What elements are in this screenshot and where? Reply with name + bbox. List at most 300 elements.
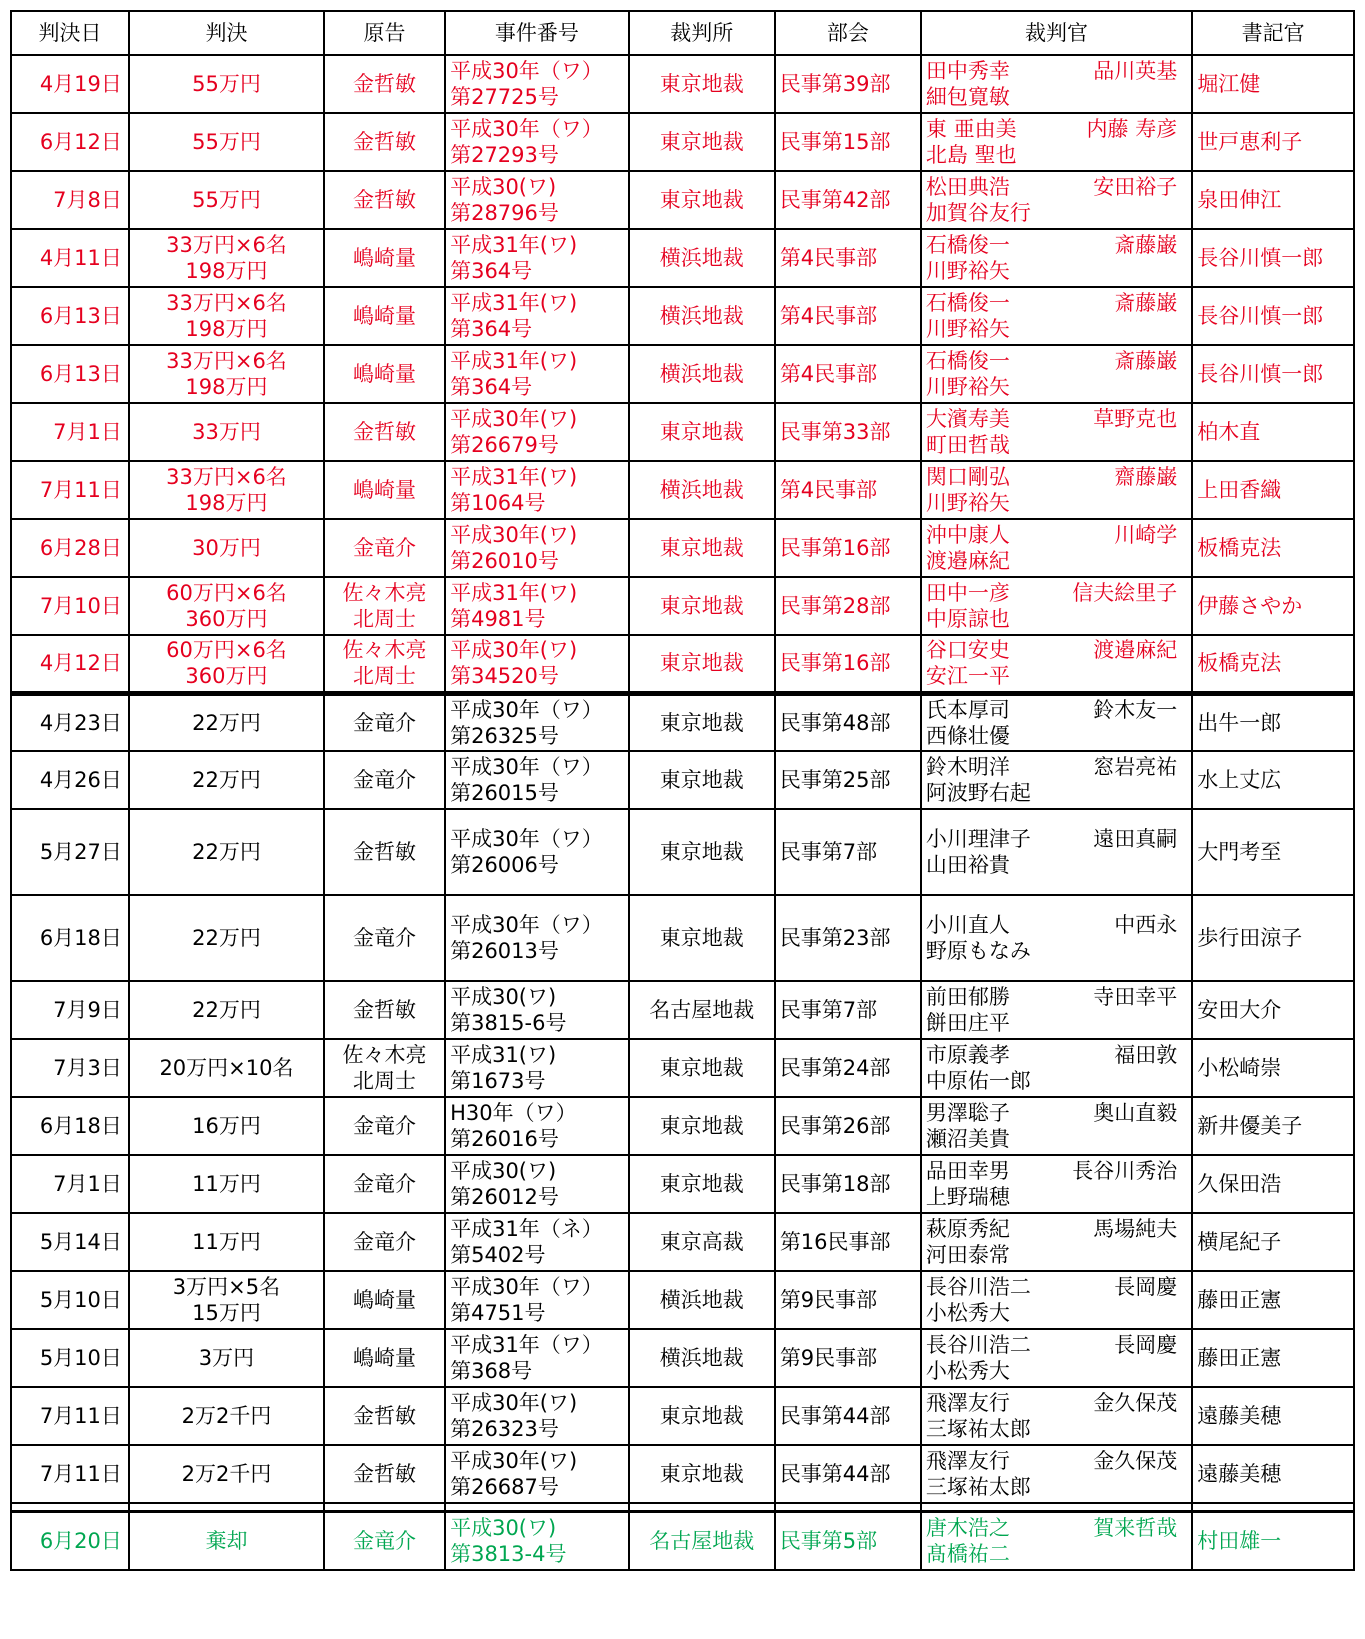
- clerk-cell: 世戸恵利子: [1192, 113, 1354, 171]
- division-cell: 第4民事部: [775, 287, 921, 345]
- case-number-cell: [445, 1271, 629, 1329]
- judges-cell: [921, 1512, 1192, 1570]
- clerk-cell: 遠藤美穂: [1192, 1387, 1354, 1445]
- judge-name: 賀来哲哉: [1093, 1515, 1178, 1540]
- verdict-line: 198万円: [185, 491, 268, 515]
- judge-name: 田中秀幸: [925, 59, 1010, 83]
- plaintiff-line: 金哲敏: [353, 1462, 417, 1486]
- plaintiff-cell: [324, 345, 445, 403]
- judges-top-line: [926, 464, 1187, 490]
- clerk-cell: 出牛一郎: [1192, 693, 1354, 751]
- clerk-cell: 藤田正憲: [1192, 1329, 1354, 1387]
- court-cell: 東京地裁: [629, 113, 775, 171]
- verdict-cell: [129, 1039, 324, 1097]
- verdict-cell: [129, 461, 324, 519]
- case-number-line: 平成30年（ワ）: [450, 697, 603, 722]
- header-verdict: 判決: [129, 11, 324, 55]
- division-cell: 民事第48部: [775, 693, 921, 751]
- verdict-line: 棄却: [205, 1528, 248, 1553]
- verdict-line: 55万円: [192, 130, 261, 154]
- verdict-line: 11万円: [192, 1230, 261, 1254]
- verdict-line: 22万円: [192, 926, 261, 950]
- court-cell: 東京地裁: [629, 171, 775, 229]
- table-row: [11, 1271, 1354, 1329]
- judges-top-line: [926, 1042, 1187, 1068]
- case-number-cell: [445, 55, 629, 113]
- judge-name: 三塚祐太郎: [925, 1417, 1031, 1441]
- judges-cell: [921, 1271, 1192, 1329]
- plaintiff-cell: [324, 1155, 445, 1213]
- judge-name: 田中一彦: [925, 581, 1010, 605]
- division-cell: 第9民事部: [775, 1329, 921, 1387]
- judge-name: 川野裕矢: [925, 259, 1010, 283]
- table-row: [11, 171, 1354, 229]
- case-number-line: 第26325号: [450, 723, 559, 748]
- judge-name: 小川直人: [925, 913, 1010, 937]
- judge-name: 上野瑞穂: [925, 1185, 1010, 1209]
- verdict-line: 22万円: [192, 710, 261, 735]
- table-row: [11, 1155, 1354, 1213]
- case-number-cell: [445, 1387, 629, 1445]
- date-cell: 7月1日: [11, 1155, 129, 1213]
- verdict-line: 33万円×6名: [166, 465, 287, 489]
- judges-top-line: [926, 406, 1187, 432]
- judge-name: 信夫絵里子: [1072, 581, 1178, 605]
- clerk-cell: 上田香織: [1192, 461, 1354, 519]
- judge-name: 野原もなみ: [925, 939, 1031, 963]
- judges-cell: [921, 895, 1192, 981]
- case-number-line: 第26323号: [450, 1417, 559, 1441]
- division-cell: 第4民事部: [775, 229, 921, 287]
- plaintiff-line: 金竜介: [353, 1114, 417, 1138]
- division-cell: 民事第44部: [775, 1387, 921, 1445]
- plaintiff-line: 北周士: [353, 664, 417, 689]
- header-clerk: 書記官: [1192, 11, 1354, 55]
- case-number-cell: [445, 1039, 629, 1097]
- plaintiff-cell: [324, 287, 445, 345]
- division-cell: 民事第15部: [775, 113, 921, 171]
- date-cell: 7月1日: [11, 403, 129, 461]
- case-number-line: 第26013号: [450, 939, 559, 963]
- plaintiff-line: 嶋崎量: [353, 246, 417, 270]
- clerk-cell: 板橋克法: [1192, 519, 1354, 577]
- table-row: [11, 287, 1354, 345]
- judge-name: 安田裕子: [1093, 175, 1178, 199]
- judge-name: 鈴木明洋: [925, 755, 1010, 779]
- case-number-line: 第4751号: [450, 1301, 546, 1325]
- court-cell: 名古屋地裁: [629, 981, 775, 1039]
- judges-cell: [921, 1213, 1192, 1271]
- plaintiff-line: 北周士: [353, 1069, 417, 1093]
- verdict-cell: [129, 55, 324, 113]
- division-cell: 民事第16部: [775, 519, 921, 577]
- table-row: [11, 55, 1354, 113]
- case-number-line: 平成30年（ワ）: [450, 117, 603, 141]
- date-cell: 4月26日: [11, 751, 129, 809]
- plaintiff-line: 金哲敏: [353, 420, 417, 444]
- table-row: [11, 693, 1354, 751]
- court-cell: 東京地裁: [629, 1445, 775, 1503]
- court-cell: 横浜地裁: [629, 287, 775, 345]
- judges-top-line: [926, 826, 1187, 852]
- judge-name: 西條壮優: [925, 723, 1010, 748]
- date-cell: 6月18日: [11, 1097, 129, 1155]
- date-cell: 6月13日: [11, 287, 129, 345]
- header-row: [11, 11, 1354, 55]
- judge-name: 阿波野右起: [925, 781, 1031, 805]
- plaintiff-line: 金竜介: [353, 536, 417, 560]
- plaintiff-line: 金竜介: [353, 926, 417, 950]
- plaintiff-line: 金哲敏: [353, 188, 417, 212]
- date-cell: 4月23日: [11, 693, 129, 751]
- judges-cell: [921, 1097, 1192, 1155]
- date-cell: 7月11日: [11, 1445, 129, 1503]
- judge-name: 鈴木友一: [1093, 697, 1178, 722]
- header-judges: 裁判官: [921, 11, 1192, 55]
- judge-name: 市原義孝: [925, 1043, 1010, 1067]
- verdict-cell: [129, 1155, 324, 1213]
- judgment-table: [10, 10, 1355, 1571]
- case-number-line: 第26679号: [450, 433, 559, 457]
- judge-name: 萩原秀紀: [925, 1217, 1010, 1241]
- verdict-cell: [129, 403, 324, 461]
- verdict-line: 2万2千円: [181, 1404, 272, 1428]
- case-number-cell: [445, 171, 629, 229]
- clerk-cell: 藤田正憲: [1192, 1271, 1354, 1329]
- judges-top-line: [926, 232, 1187, 258]
- case-number-line: 平成30(ワ): [450, 1515, 557, 1540]
- clerk-cell: 小松崎崇: [1192, 1039, 1354, 1097]
- judges-cell: [921, 1445, 1192, 1503]
- verdict-cell: [129, 519, 324, 577]
- clerk-cell: 板橋克法: [1192, 635, 1354, 693]
- verdict-cell: [129, 1329, 324, 1387]
- verdict-line: 60万円×6名: [166, 581, 287, 605]
- spacer-cell: [129, 1503, 324, 1512]
- judge-name: 北島 聖也: [925, 143, 1017, 167]
- case-number-line: 平成30年(ワ): [450, 407, 578, 431]
- date-cell: 7月3日: [11, 1039, 129, 1097]
- verdict-cell: [129, 1387, 324, 1445]
- verdict-line: 55万円: [192, 72, 261, 96]
- date-cell: 5月27日: [11, 809, 129, 895]
- verdict-line: 3万円×5名: [172, 1275, 281, 1299]
- case-number-line: 第364号: [450, 375, 533, 399]
- judge-name: 沖中康人: [925, 523, 1010, 547]
- table-row: [11, 345, 1354, 403]
- date-cell: 5月10日: [11, 1271, 129, 1329]
- spacer-cell: [11, 1503, 129, 1512]
- clerk-cell: 遠藤美穂: [1192, 1445, 1354, 1503]
- division-cell: 民事第26部: [775, 1097, 921, 1155]
- judge-name: 小松秀大: [925, 1301, 1010, 1325]
- judge-name: 加賀谷友行: [925, 201, 1031, 225]
- court-cell: 名古屋地裁: [629, 1512, 775, 1570]
- verdict-cell: [129, 635, 324, 693]
- verdict-line: 33万円: [192, 420, 261, 444]
- verdict-cell: [129, 345, 324, 403]
- judge-name: 唐木浩之: [925, 1515, 1010, 1540]
- case-number-line: 第26015号: [450, 781, 559, 805]
- case-number-line: 平成31年（ワ）: [450, 1333, 603, 1357]
- case-number-cell: [445, 403, 629, 461]
- plaintiff-line: 北周士: [353, 607, 417, 631]
- clerk-cell: 泉田伸江: [1192, 171, 1354, 229]
- plaintiff-cell: [324, 693, 445, 751]
- case-number-cell: [445, 345, 629, 403]
- verdict-line: 360万円: [185, 607, 268, 631]
- judges-top-line: [926, 1158, 1187, 1184]
- case-number-cell: [445, 577, 629, 635]
- clerk-cell: 伊藤さやか: [1192, 577, 1354, 635]
- judges-cell: [921, 403, 1192, 461]
- spacer-cell: [921, 1503, 1192, 1512]
- judges-top-line: [926, 116, 1187, 142]
- case-number-cell: [445, 229, 629, 287]
- clerk-cell: 安田大介: [1192, 981, 1354, 1039]
- verdict-line: 15万円: [192, 1301, 261, 1325]
- clerk-cell: 堀江健: [1192, 55, 1354, 113]
- table-row: [11, 981, 1354, 1039]
- verdict-cell: [129, 287, 324, 345]
- judges-top-line: [926, 1216, 1187, 1242]
- judge-name: 男澤聡子: [925, 1101, 1010, 1125]
- verdict-cell: [129, 1097, 324, 1155]
- judges-cell: [921, 461, 1192, 519]
- date-cell: 6月12日: [11, 113, 129, 171]
- case-number-line: 平成31(ワ): [450, 1043, 557, 1067]
- case-number-line: 第26016号: [450, 1127, 559, 1151]
- table-row: [11, 403, 1354, 461]
- case-number-cell: [445, 1097, 629, 1155]
- header-court: 裁判所: [629, 11, 775, 55]
- judges-top-line: [926, 58, 1187, 84]
- case-number-line: 平成30年（ワ）: [450, 913, 603, 937]
- court-cell: 東京高裁: [629, 1213, 775, 1271]
- clerk-cell: 横尾紀子: [1192, 1213, 1354, 1271]
- judge-name: 中原佑一郎: [925, 1069, 1031, 1093]
- division-cell: 民事第16部: [775, 635, 921, 693]
- judge-name: 品田幸男: [925, 1159, 1010, 1183]
- table-row: [11, 809, 1354, 895]
- judge-name: 長岡慶: [1114, 1333, 1178, 1357]
- case-number-cell: [445, 461, 629, 519]
- judge-name: 齋藤巌: [1114, 465, 1178, 489]
- date-cell: 7月10日: [11, 577, 129, 635]
- case-number-cell: [445, 809, 629, 895]
- judge-name: 中原諒也: [925, 607, 1010, 631]
- table-row: [11, 1097, 1354, 1155]
- judge-name: 町田哲哉: [925, 433, 1010, 457]
- case-number-line: 第27293号: [450, 143, 559, 167]
- judges-top-line: [926, 522, 1187, 548]
- case-number-cell: [445, 1155, 629, 1213]
- judges-cell: [921, 1039, 1192, 1097]
- judges-cell: [921, 635, 1192, 693]
- plaintiff-cell: [324, 981, 445, 1039]
- plaintiff-line: 嶋崎量: [353, 304, 417, 328]
- verdict-line: 60万円×6名: [166, 638, 287, 663]
- case-number-line: H30年（ワ）: [450, 1101, 577, 1125]
- plaintiff-line: 金哲敏: [353, 130, 417, 154]
- judge-name: 内藤 寿彦: [1086, 117, 1178, 141]
- division-cell: 第4民事部: [775, 345, 921, 403]
- case-number-line: 平成31年(ワ): [450, 349, 578, 373]
- header-plaintiff: 原告: [324, 11, 445, 55]
- judge-name: 氏本厚司: [925, 697, 1010, 722]
- court-cell: 横浜地裁: [629, 461, 775, 519]
- judges-cell: [921, 55, 1192, 113]
- spacer-cell: [629, 1503, 775, 1512]
- verdict-line: 33万円×6名: [166, 349, 287, 373]
- case-number-line: 第34520号: [450, 664, 559, 689]
- judge-name: 福田敦: [1114, 1043, 1178, 1067]
- table-row: [11, 577, 1354, 635]
- plaintiff-cell: [324, 171, 445, 229]
- division-cell: 民事第33部: [775, 403, 921, 461]
- judges-cell: [921, 287, 1192, 345]
- case-number-line: 平成31年(ワ): [450, 465, 578, 489]
- court-cell: 横浜地裁: [629, 1329, 775, 1387]
- division-cell: 民事第28部: [775, 577, 921, 635]
- header-division: 部会: [775, 11, 921, 55]
- judge-name: 小川理津子: [925, 827, 1031, 851]
- judge-name: 関口剛弘: [925, 465, 1010, 489]
- case-number-line: 第1064号: [450, 491, 546, 515]
- table-row: [11, 519, 1354, 577]
- plaintiff-line: 金竜介: [353, 1528, 417, 1553]
- judges-cell: [921, 981, 1192, 1039]
- judges-top-line: [926, 912, 1187, 938]
- case-number-cell: [445, 1213, 629, 1271]
- judge-name: 品川英基: [1093, 59, 1178, 83]
- judges-cell: [921, 577, 1192, 635]
- date-cell: 6月20日: [11, 1512, 129, 1570]
- case-number-line: 第26687号: [450, 1475, 559, 1499]
- court-cell: 東京地裁: [629, 1039, 775, 1097]
- verdict-line: 55万円: [192, 188, 261, 212]
- case-number-line: 平成30年(ワ): [450, 1391, 578, 1415]
- case-number-line: 平成30(ワ): [450, 1159, 557, 1183]
- judge-name: 飛澤友行: [925, 1449, 1010, 1473]
- table-row: [11, 751, 1354, 809]
- judges-top-line: [926, 1515, 1187, 1541]
- judges-top-line: [926, 1332, 1187, 1358]
- verdict-line: 11万円: [192, 1172, 261, 1196]
- plaintiff-line: 佐々木亮: [342, 638, 427, 663]
- clerk-cell: 長谷川慎一郎: [1192, 287, 1354, 345]
- judges-cell: [921, 171, 1192, 229]
- judge-name: 松田典浩: [925, 175, 1010, 199]
- judge-name: 斎藤巌: [1114, 233, 1178, 257]
- case-number-line: 平成31年(ワ): [450, 233, 578, 257]
- judge-name: 石橋俊一: [925, 233, 1010, 257]
- judge-name: 東 亜由美: [925, 117, 1017, 141]
- date-cell: 4月19日: [11, 55, 129, 113]
- verdict-cell: [129, 981, 324, 1039]
- division-cell: 民事第25部: [775, 751, 921, 809]
- case-number-cell: [445, 1445, 629, 1503]
- division-cell: 民事第7部: [775, 809, 921, 895]
- judge-name: 金久保茂: [1093, 1449, 1178, 1473]
- table-body: [11, 55, 1354, 1570]
- verdict-line: 2万2千円: [181, 1462, 272, 1486]
- court-cell: 横浜地裁: [629, 1271, 775, 1329]
- plaintiff-cell: [324, 577, 445, 635]
- table-row: [11, 1445, 1354, 1503]
- case-number-line: 平成30年（ワ）: [450, 827, 603, 851]
- table-row: [11, 895, 1354, 981]
- plaintiff-cell: [324, 809, 445, 895]
- clerk-cell: 柏木直: [1192, 403, 1354, 461]
- date-cell: 5月10日: [11, 1329, 129, 1387]
- case-number-cell: [445, 981, 629, 1039]
- plaintiff-line: 金竜介: [353, 1230, 417, 1254]
- division-cell: 民事第42部: [775, 171, 921, 229]
- judge-name: 長谷川秀治: [1072, 1159, 1178, 1183]
- spacer-cell: [324, 1503, 445, 1512]
- judge-name: 河田泰常: [925, 1243, 1010, 1267]
- clerk-cell: 長谷川慎一郎: [1192, 229, 1354, 287]
- judge-name: 飛澤友行: [925, 1391, 1010, 1415]
- division-cell: 第9民事部: [775, 1271, 921, 1329]
- date-cell: 6月13日: [11, 345, 129, 403]
- judge-name: 三塚祐太郎: [925, 1475, 1031, 1499]
- court-cell: 東京地裁: [629, 1155, 775, 1213]
- judge-name: 斎藤巌: [1114, 291, 1178, 315]
- judge-name: 瀬沼美貴: [925, 1127, 1010, 1151]
- judges-cell: [921, 751, 1192, 809]
- clerk-cell: 歩行田涼子: [1192, 895, 1354, 981]
- date-cell: 5月14日: [11, 1213, 129, 1271]
- court-cell: 東京地裁: [629, 519, 775, 577]
- case-number-line: 第368号: [450, 1359, 533, 1383]
- plaintiff-cell: [324, 55, 445, 113]
- table-row: [11, 1329, 1354, 1387]
- case-number-line: 平成30年（ワ）: [450, 59, 603, 83]
- judge-name: 安江一平: [925, 664, 1010, 689]
- plaintiff-cell: [324, 1387, 445, 1445]
- case-number-line: 第26006号: [450, 853, 559, 877]
- plaintiff-cell: [324, 1445, 445, 1503]
- judge-name: 金久保茂: [1093, 1391, 1178, 1415]
- division-cell: 第16民事部: [775, 1213, 921, 1271]
- verdict-line: 360万円: [185, 664, 268, 689]
- judges-top-line: [926, 290, 1187, 316]
- case-number-cell: [445, 287, 629, 345]
- case-number-line: 第26012号: [450, 1185, 559, 1209]
- verdict-line: 33万円×6名: [166, 233, 287, 257]
- case-number-line: 平成30(ワ): [450, 175, 557, 199]
- case-number-cell: [445, 693, 629, 751]
- division-cell: 民事第24部: [775, 1039, 921, 1097]
- judge-name: 奥山直毅: [1093, 1101, 1178, 1125]
- table-row: [11, 1213, 1354, 1271]
- verdict-line: 198万円: [185, 375, 268, 399]
- verdict-cell: [129, 171, 324, 229]
- spacer-cell: [775, 1503, 921, 1512]
- clerk-cell: 長谷川慎一郎: [1192, 345, 1354, 403]
- judge-name: 大濱寿美: [925, 407, 1010, 431]
- judges-cell: [921, 519, 1192, 577]
- case-number-line: 平成31年（ネ）: [450, 1217, 603, 1241]
- verdict-cell: [129, 1445, 324, 1503]
- judges-top-line: [926, 580, 1187, 606]
- court-cell: 東京地裁: [629, 403, 775, 461]
- division-cell: 民事第23部: [775, 895, 921, 981]
- table-row: [11, 635, 1354, 693]
- plaintiff-cell: [324, 1329, 445, 1387]
